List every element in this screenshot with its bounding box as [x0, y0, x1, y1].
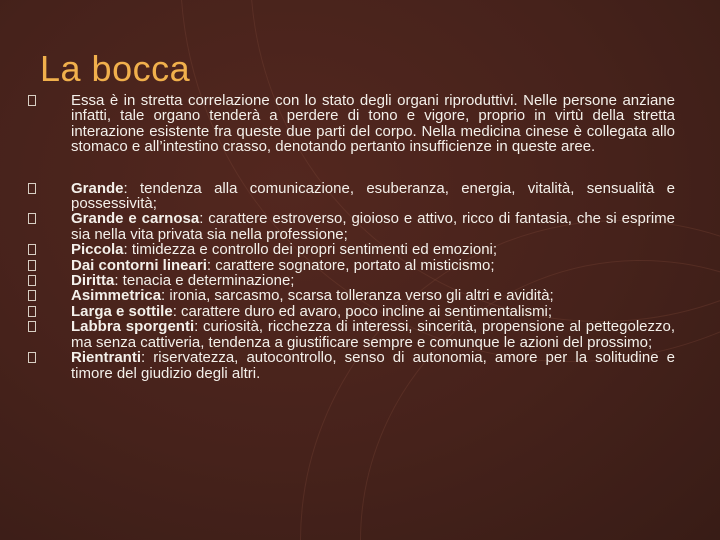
intro-paragraph [28, 93, 675, 155]
item-lead: Grande [71, 179, 124, 197]
item-lead: Piccola [71, 241, 124, 259]
list-item [28, 181, 675, 212]
list-item [28, 258, 675, 273]
list-item [28, 319, 675, 350]
bullet-icon [28, 183, 36, 194]
item-lead: Dai contorni lineari [71, 256, 207, 274]
slide-body [28, 93, 675, 381]
item-description: : riservatezza, autocontrollo, senso di autonomia, amore per la solitudine e timore del giudizio degli altri. [71, 349, 675, 382]
item-description: : carattere sognatore, portato al misticismo; [206, 256, 495, 274]
bullet-icon [28, 213, 36, 224]
item-description: : curiosità, ricchezza di interessi, sincerità, propensione al pettegolezzo, ma senza cattiveria, tendenza a giustificare sempre e comunque le azioni del prossimo; [71, 318, 676, 351]
bullet-icon [28, 95, 36, 106]
item-description: : tendenza alla comunicazione, esuberanza, energia, vitalità, sensualità e possessività; [71, 179, 675, 213]
list-item [28, 288, 675, 303]
bullet-icon [28, 275, 36, 286]
item-lead: Asimmetrica [71, 287, 162, 305]
bullet-icon [28, 290, 36, 301]
slide-title: La bocca [40, 48, 191, 89]
item-description: : carattere duro ed avaro, poco incline ai sentimentalismi; [172, 302, 553, 320]
item-lead: Rientranti [71, 349, 142, 367]
list-item [28, 350, 675, 381]
bullet-icon [28, 306, 36, 317]
item-description: : carattere estroverso, gioioso e attivo, ricco di fantasia, che si esprime sia nella vita privata sia nella professione; [71, 210, 675, 243]
list-item [28, 242, 675, 257]
item-description: : ironia, sarcasmo, scarsa tolleranza verso gli altri e avidità; [161, 287, 554, 305]
item-description: : timidezza e controllo dei propri sentimenti ed emozioni; [123, 241, 498, 259]
item-lead: Larga e sottile [71, 302, 173, 320]
bullet-icon [28, 244, 36, 255]
bullet-icon [28, 260, 36, 271]
item-lead: Grande e carnosa [71, 210, 200, 228]
list-item [28, 211, 675, 242]
item-lead: Diritta [71, 272, 115, 290]
list-item [28, 273, 675, 288]
intro-text: Essa è in stretta correlazione con lo stato degli organi riproduttivi. Nelle persone anziane infatti, tale organo tenderà a perdere di tono e vigore, proprio in virtù della stretta interazione esistente fra queste due parti del corpo. Nella medicina cinese è collegata allo stomaco e all’intestino crasso, denotando pertanto insufficienze in queste aree. [71, 92, 675, 156]
bullet-icon [28, 352, 36, 363]
item-lead: Labbra sporgenti [71, 318, 195, 336]
list-item [28, 304, 675, 319]
item-description: : tenacia e determinazione; [114, 272, 295, 290]
bullet-icon [28, 321, 36, 332]
